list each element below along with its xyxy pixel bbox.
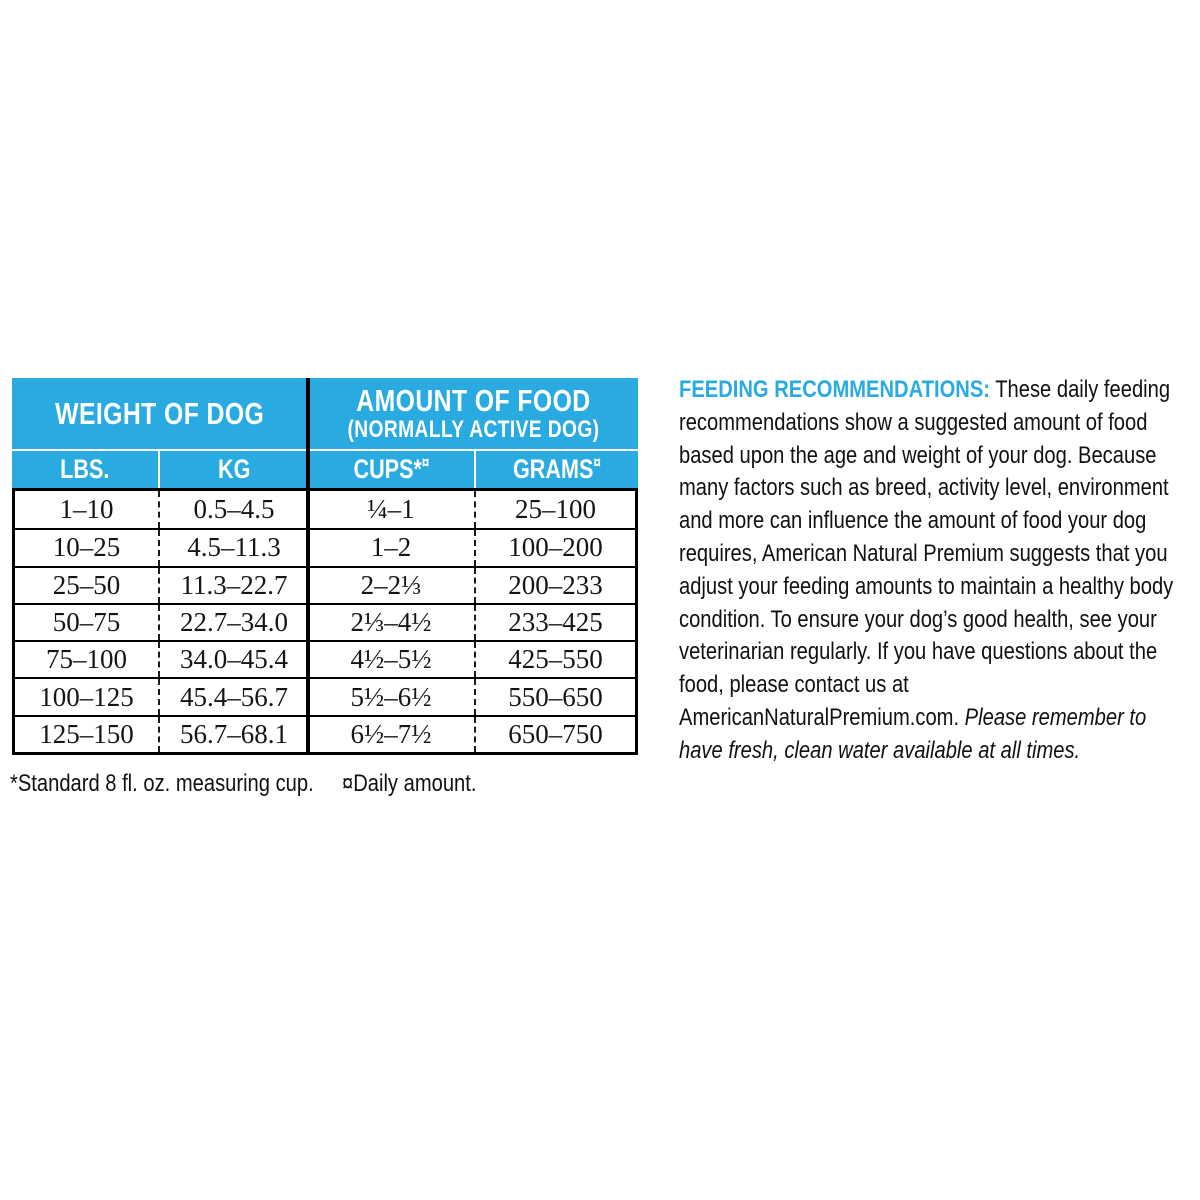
column-header-label: LBS. [60,454,110,484]
cell-kg: 4.5–11.3 [158,530,308,565]
table-body [12,488,638,755]
paragraph-italic-note: Please remember to have fresh, clean water available at all times. [679,703,1147,764]
paragraph-body: These daily feeding recommendations show a suggested amount of food based upon the age and weight of your dog. Because many factors such as breed, activity level, environment and more can influence the amount of food your dog requires, American Natural Premium suggests that you adjust your feeding amounts to maintain a healthy body condition. To ensure your dog’s good health, see your veterinarian regularly. If you have questions about the food, please contact us at AmericanNaturalPremium.com. [679,376,1174,731]
cell-lbs: 100–125 [39,681,134,712]
paragraph-heading: FEEDING RECOMMENDATIONS: [679,376,990,403]
table-footnotes [10,770,476,798]
cell-grams: 100–200 [474,530,635,565]
table-column-header-row [12,449,638,488]
cell-grams: 425–550 [474,642,635,677]
cell-lbs: 75–100 [46,644,127,675]
column-header-label: GRAMS [513,454,594,484]
footnote-measuring-cup: *Standard 8 fl. oz. measuring cup. [10,770,314,797]
table-row [15,677,635,714]
cell-grams: 233–425 [474,605,635,640]
column-header-label: KG [217,454,251,484]
cell-kg: 22.7–34.0 [158,605,308,640]
group-header-title: WEIGHT OF DOG [55,396,265,431]
column-header-grams [474,451,638,488]
cell-cups: 6½–7½ [350,718,432,749]
table-row [15,715,635,752]
cell-lbs: 125–150 [39,718,134,749]
feeding-recommendations-paragraph [679,374,1193,768]
cell-kg: 0.5–4.5 [158,491,308,528]
table-center-divider [306,378,310,755]
table-row [15,528,635,565]
footnote-daily-amount: ¤Daily amount. [341,770,477,797]
table-group-header-row [12,378,638,449]
table-row [15,603,635,640]
cell-lbs: 50–75 [52,606,121,637]
cell-cups: 5½–6½ [350,681,432,712]
table-row [15,491,635,528]
group-header-subtitle: (NORMALLY ACTIVE DOG) [347,415,599,443]
table-row [15,640,635,677]
group-header-amount-of-food [308,378,638,449]
cell-grams: 650–750 [474,717,635,752]
cell-kg: 34.0–45.4 [158,642,308,677]
cell-kg: 45.4–56.7 [158,679,308,714]
group-header-weight-of-dog [12,378,308,449]
column-header-label: CUPS* [353,454,422,484]
cell-cups: 2⅓–4½ [350,606,432,637]
table-header [12,378,638,488]
column-header-cups [308,451,474,488]
cell-lbs: 25–50 [52,569,121,600]
cell-cups: 2–2⅓ [360,569,422,600]
cell-cups: 4½–5½ [350,644,432,675]
cell-cups: ¼–1 [367,494,415,525]
cell-kg: 56.7–68.1 [158,717,308,752]
cell-kg: 11.3–22.7 [158,568,308,603]
cell-grams: 200–233 [474,568,635,603]
column-header-kg [158,451,308,488]
cell-grams: 550–650 [474,679,635,714]
column-header-symbol: ¤ [421,453,429,472]
cell-lbs: 10–25 [52,532,121,563]
feeding-guide-table [12,378,638,755]
column-header-lbs [12,451,158,488]
group-header-title: AMOUNT OF FOOD [355,382,591,418]
column-header-symbol: ¤ [593,453,601,472]
cell-grams: 25–100 [474,491,635,528]
cell-lbs: 1–10 [59,494,114,525]
table-row [15,566,635,603]
cell-cups: 1–2 [370,532,412,563]
